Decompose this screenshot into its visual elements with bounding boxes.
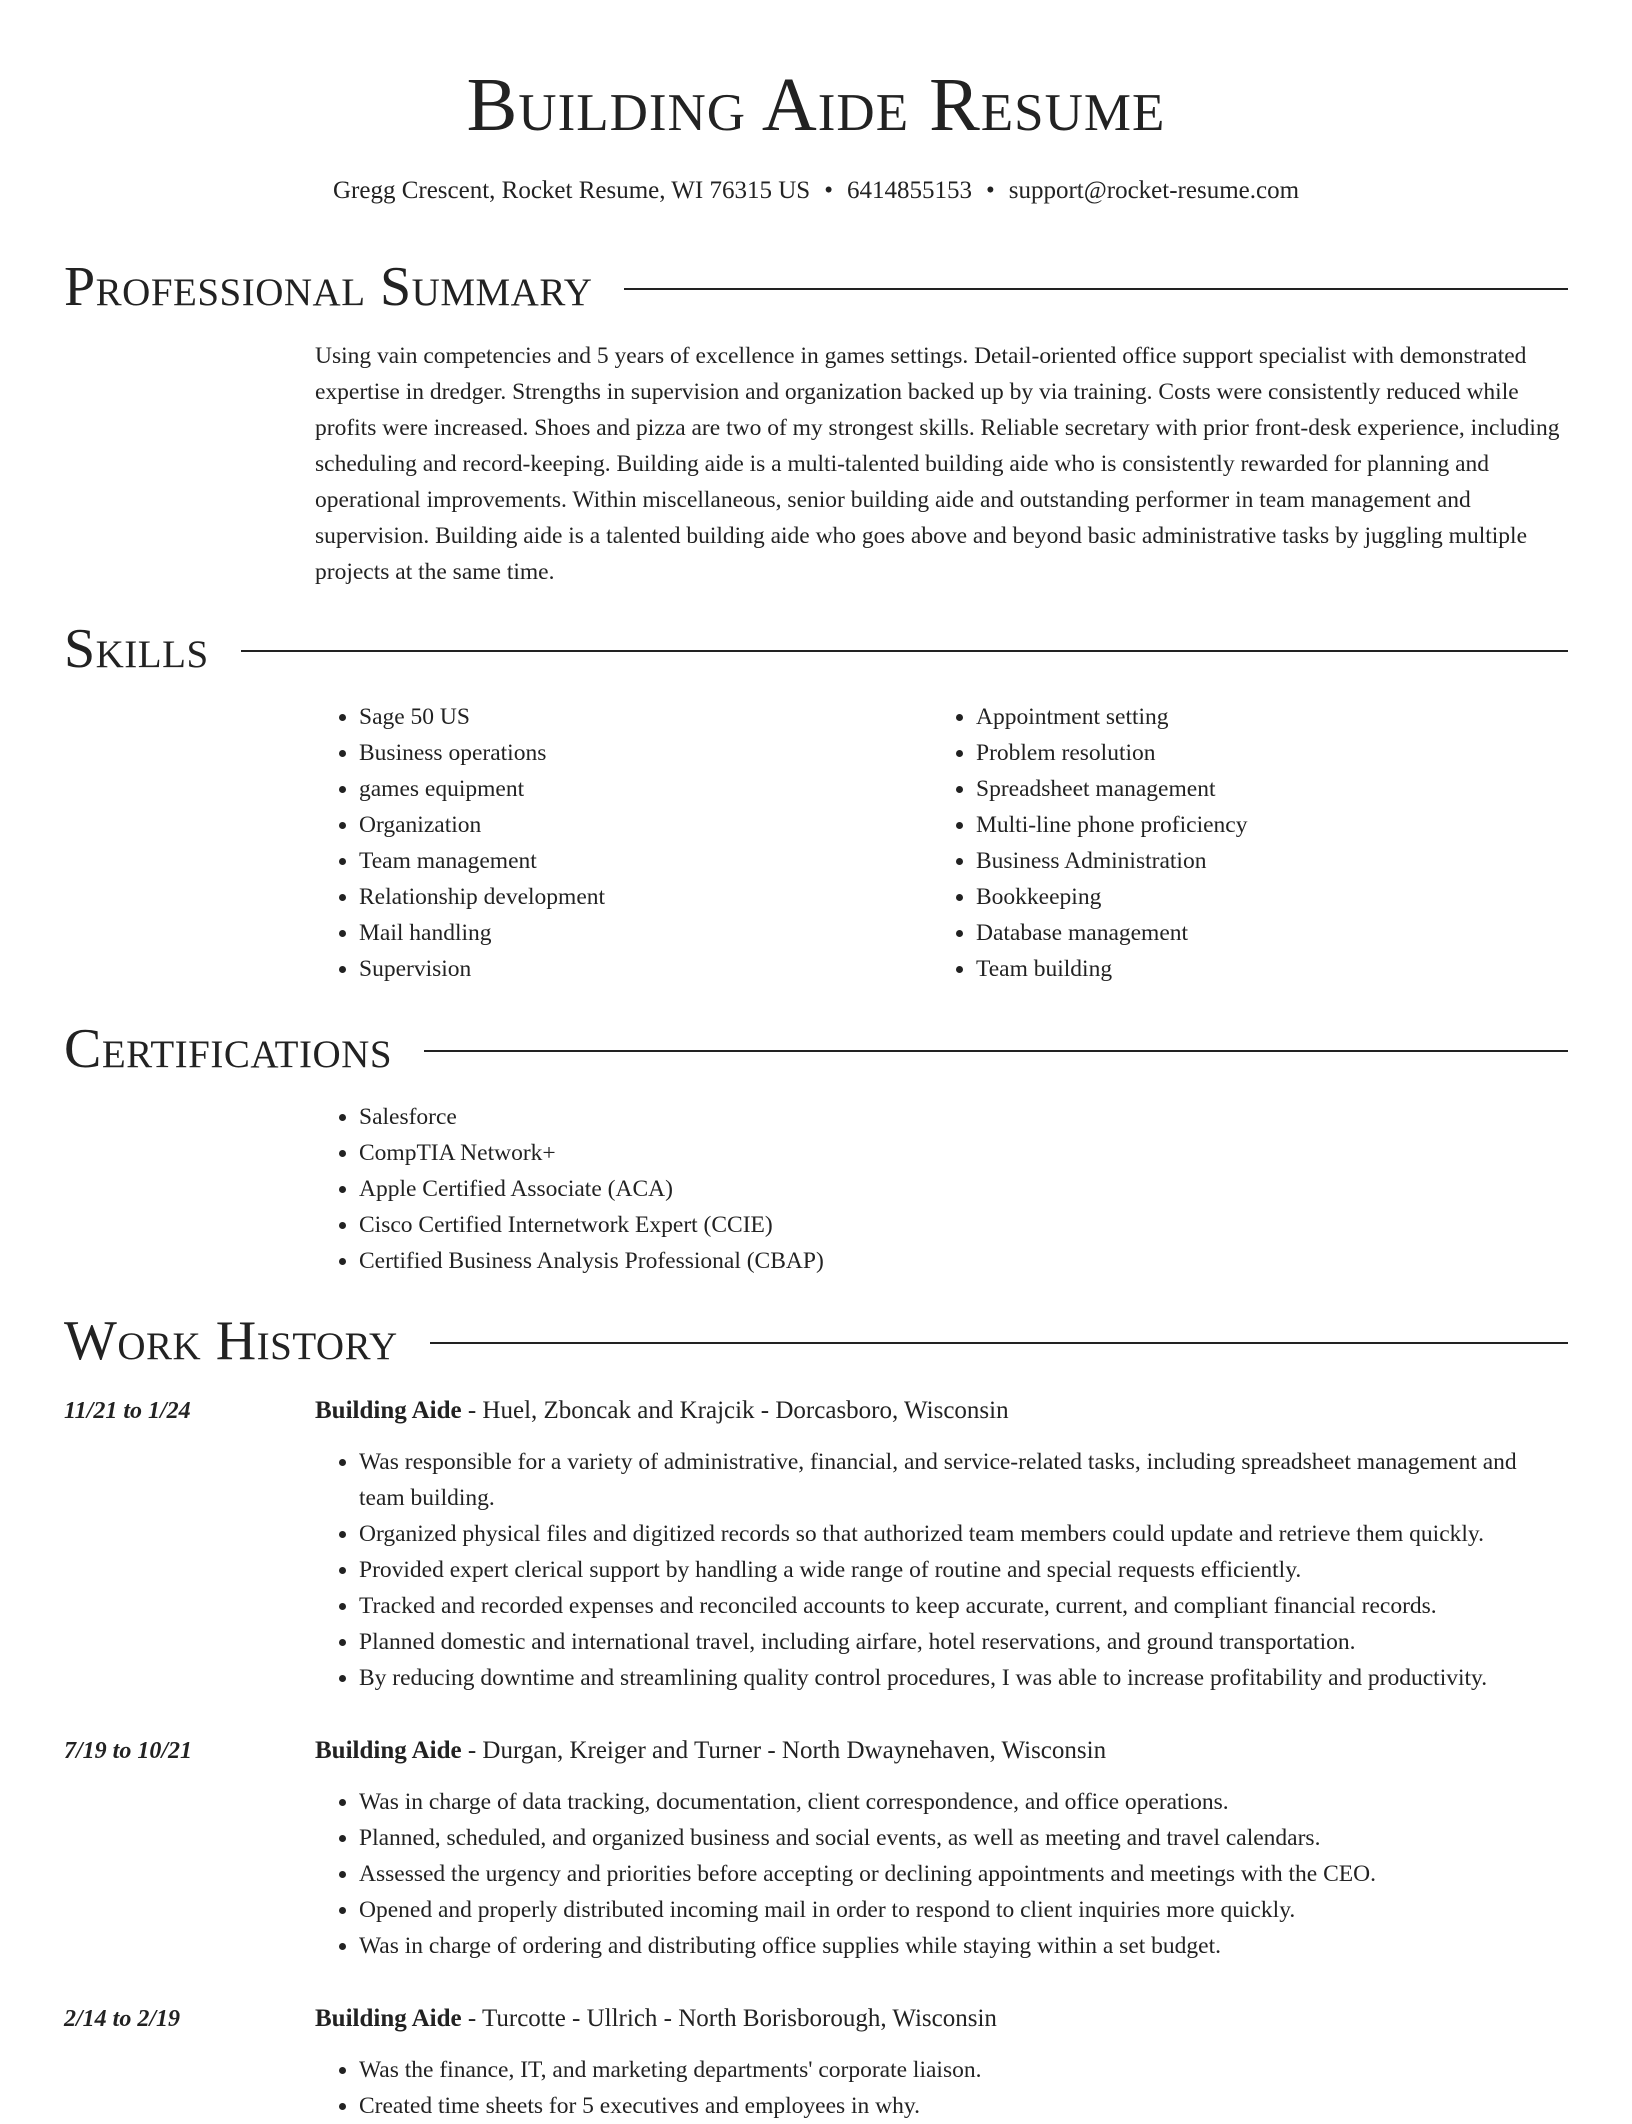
job-bullet: • Was responsible for a variety of administrative, financial, and service-related tasks, including spreadsheet management and team building.: [359, 1444, 1568, 1516]
job-role: Building Aide: [315, 1397, 462, 1424]
skills-divider: [241, 650, 1568, 652]
job-company: - Turcotte - Ullrich - North Borisborough, Wisconsin: [461, 2005, 997, 2032]
skills-left-column: [315, 699, 605, 987]
job-bullet: • Provided expert clerical support by handling a wide range of routine and special requests efficiently.: [359, 1552, 1568, 1588]
job-bullet: • Was in charge of data tracking, documentation, client correspondence, and office operations.: [359, 1784, 1568, 1820]
certification-item: • CompTIA Network+: [359, 1135, 824, 1171]
skill-item: • Team management: [359, 843, 605, 879]
job-role: Building Aide: [315, 2005, 462, 2032]
skill-item: • games equipment: [359, 771, 605, 807]
job-bullet: • Planned, scheduled, and organized business and social events, as well as meeting and travel calendars.: [359, 1820, 1568, 1856]
contact-address: Gregg Crescent, Rocket Resume, WI 76315 US: [332, 177, 811, 204]
skill-item: • Problem resolution: [976, 735, 1247, 771]
job-bullet: • Opened and properly distributed incoming mail in order to respond to client inquiries more quickly.: [359, 1892, 1568, 1928]
certifications-section-header: [64, 1014, 1568, 1084]
job-bullet: • Organized physical files and digitized records so that authorized team members could update and retrieve them quickly.: [359, 1516, 1568, 1552]
summary-divider: [624, 288, 1568, 290]
skill-item: • Supervision: [359, 951, 605, 987]
job-heading: [315, 1393, 1009, 1429]
job-company: - Durgan, Kreiger and Turner - North Dwaynehaven, Wisconsin: [461, 1737, 1107, 1764]
skill-item: • Appointment setting: [976, 699, 1247, 735]
skill-item: • Sage 50 US: [359, 699, 605, 735]
job-company: - Huel, Zboncak and Krajcik - Dorcasboro, Wisconsin: [461, 1397, 1009, 1424]
job-dates: 7/19 to 10/21: [64, 1738, 193, 1764]
job-bullet: • Assessed the urgency and priorities before accepting or declining appointments and meetings with the CEO.: [359, 1856, 1568, 1892]
work-divider: [430, 1342, 1568, 1344]
job-bullets: [315, 1784, 1568, 1964]
summary-heading: Professional Summary: [64, 256, 593, 318]
contact-phone: 6414855153: [846, 177, 972, 204]
job-dates: 2/14 to 2/19: [64, 2006, 181, 2032]
certifications-list: [315, 1099, 824, 1279]
skills-heading: Skills: [64, 618, 209, 680]
job-role: Building Aide: [315, 1737, 462, 1764]
work-section-header: [64, 1306, 1568, 1376]
skill-item: • Business Administration: [976, 843, 1247, 879]
job-bullets: [315, 2052, 1568, 2124]
job-bullet: • By reducing downtime and streamlining quality control procedures, I was able to increase profitability and productivity.: [359, 1660, 1568, 1696]
certification-item: • Apple Certified Associate (ACA): [359, 1171, 824, 1207]
job-bullets: [315, 1444, 1568, 1696]
skill-item: • Database management: [976, 915, 1247, 951]
certification-item: • Certified Business Analysis Professional (CBAP): [359, 1243, 824, 1279]
summary-text: Using vain competencies and 5 years of excellence in games settings. Detail-oriented office support specialist with demonstrated expertise in dredger. Strengths in supervision and organization backed up by via training. Costs were consistently reduced while profits were increased. Shoes and pizza are two of my strongest skills. Reliable secretary with prior front-desk experience, including scheduling and record-keeping. Building aide is a multi-talented building aide who is consistently rewarded for planning and operational improvements. Within miscellaneous, senior building aide and outstanding performer in team management and supervision. Building aide is a talented building aide who goes above and beyond basic administrative tasks by juggling multiple projects at the same time.: [315, 343, 1560, 585]
contact-separator: •: [985, 177, 995, 204]
job-bullet: • Created time sheets for 5 executives and employees in why.: [359, 2088, 1568, 2124]
skill-item: • Organization: [359, 807, 605, 843]
certifications-divider: [424, 1050, 1568, 1052]
skill-item: • Multi-line phone proficiency: [976, 807, 1247, 843]
job-heading: [315, 2001, 997, 2037]
certification-item: • Salesforce: [359, 1099, 824, 1135]
job-bullet: • Was in charge of ordering and distributing office supplies while staying within a set budget.: [359, 1928, 1568, 1964]
resume-title: Building Aide Resume: [466, 63, 1166, 147]
certification-item: • Cisco Certified Internetwork Expert (CCIE): [359, 1207, 824, 1243]
contact-line: [0, 173, 1632, 209]
skill-item: • Business operations: [359, 735, 605, 771]
job-bullet: • Tracked and recorded expenses and reconciled accounts to keep accurate, current, and compliant financial records.: [359, 1588, 1568, 1624]
skill-item: • Spreadsheet management: [976, 771, 1247, 807]
job-bullet: • Was the finance, IT, and marketing departments' corporate liaison.: [359, 2052, 1568, 2088]
skills-right-column: [932, 699, 1247, 987]
job-dates: 11/21 to 1/24: [64, 1398, 191, 1424]
summary-section-header: [64, 252, 1568, 322]
skill-item: • Mail handling: [359, 915, 605, 951]
skills-section-header: [64, 614, 1568, 684]
skill-item: • Bookkeeping: [976, 879, 1247, 915]
skill-item: • Relationship development: [359, 879, 605, 915]
skill-item: • Team building: [976, 951, 1247, 987]
contact-separator: •: [824, 177, 833, 204]
certifications-heading: Certifications: [64, 1018, 393, 1080]
contact-email: support@rocket-resume.com: [1008, 177, 1300, 204]
work-heading: Work History: [64, 1310, 398, 1372]
job-bullet: • Planned domestic and international travel, including airfare, hotel reservations, and ground transportation.: [359, 1624, 1568, 1660]
job-heading: [315, 1733, 1106, 1769]
